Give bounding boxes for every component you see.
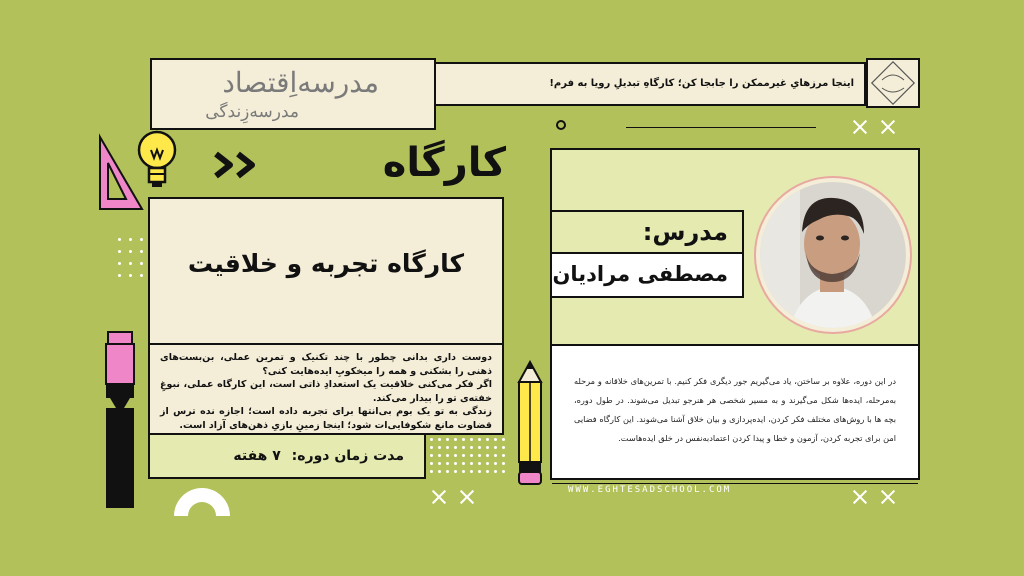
pencil-icon: [515, 360, 545, 486]
duration-box: [148, 433, 426, 479]
duration-label: مدت زمان دوره:: [291, 448, 404, 464]
instructor-name-box: [550, 252, 744, 298]
logo-main-text: مدرسه‌اِقتصاد: [222, 66, 379, 99]
close-x-icon: [853, 120, 867, 134]
logo-sub-text: مدرسه‌زِندگی: [205, 102, 299, 122]
duration-row: [233, 448, 404, 464]
small-ring: [556, 120, 566, 130]
description-text: [160, 351, 492, 432]
close-x-icon: [853, 490, 867, 504]
footer-url[interactable]: WWW.EGHTESADSCHOOL.COM: [568, 485, 732, 495]
description-box: [148, 343, 504, 435]
thin-divider: [626, 127, 816, 128]
footer-line: [552, 483, 918, 484]
instructor-photo-frame: [754, 176, 912, 334]
close-x-icon: [460, 490, 474, 504]
course-title: کارگاه تجربه و خلاقیت: [187, 249, 465, 278]
double-chevron-icon: [212, 150, 264, 180]
half-circle-icon: [172, 484, 232, 518]
logo-box: [150, 58, 436, 130]
close-x-icon: [881, 120, 895, 134]
brand-logo-icon: [868, 60, 918, 106]
marker-icon: [100, 330, 140, 510]
close-x-icon: [432, 490, 446, 504]
title-box: [148, 197, 504, 345]
dot-grid-left: [118, 238, 143, 277]
description-line: اگر فکر می‌کنی خلاقیت یک استعدادِ ذاتی است، این کارگاه عملی، نبوغِ خفته‌ی تو را بیدار می‌کند.: [160, 379, 492, 404]
brand-logo-box: [866, 58, 920, 108]
tagline-bar: [436, 62, 866, 106]
triangle-ruler-icon: [96, 133, 146, 213]
category-heading: کارگاه: [382, 140, 506, 186]
avatar: [760, 182, 906, 328]
close-x-icon: [881, 490, 895, 504]
dot-grid-bottom: [430, 438, 505, 473]
duration-value: ۷ هفته: [233, 448, 281, 464]
description-line: زندگی به تو یک بوم بی‌انتها برای تجربه داده است؛ اجازه نده ترس از قضاوت مانع شکوفایی‌ات شود؛ اینجا زمینِ بازیِ ذهن‌های آزاد است.: [160, 406, 492, 431]
instructor-name: مصطفی مرادیان: [552, 262, 728, 286]
instructor-label-box: [550, 210, 744, 254]
instructor-bio: در این دوره، علاوه بر ساختن، یاد می‌گیریم جور دیگری فکر کنیم. با تمرین‌های خلاقانه و مرحله به‌مرحله، ایده‌ها شکل می‌گیرند و به مسیر شخصی هر هنرجو تبدیل می‌شوند. در طول دوره، بچه ها با روش‌های مختلف فکر کردن، ایده‌پردازی و بیان خلاق آشنا می‌شوند. این کارگاه فضایی امن برای تجربه کردن، آزمون و خطا و پیدا کردن اعتمادبه‌نفس در خلق ایده‌هاست.: [574, 376, 896, 443]
instructor-label: مدرس:: [642, 218, 728, 246]
description-line: دوست داری بدانی چطور با چند تکنیک و تمرین عملی، بن‌بست‌های ذهنی را بشکنی و همه را میخکوبِ ایده‌هایت کنی؟: [160, 352, 492, 377]
tagline-text: اینجا مرزهایِ غیرممکن را جابجا کن؛ کارگاهِ تبدیلِ رویا به فرم!: [549, 78, 854, 89]
